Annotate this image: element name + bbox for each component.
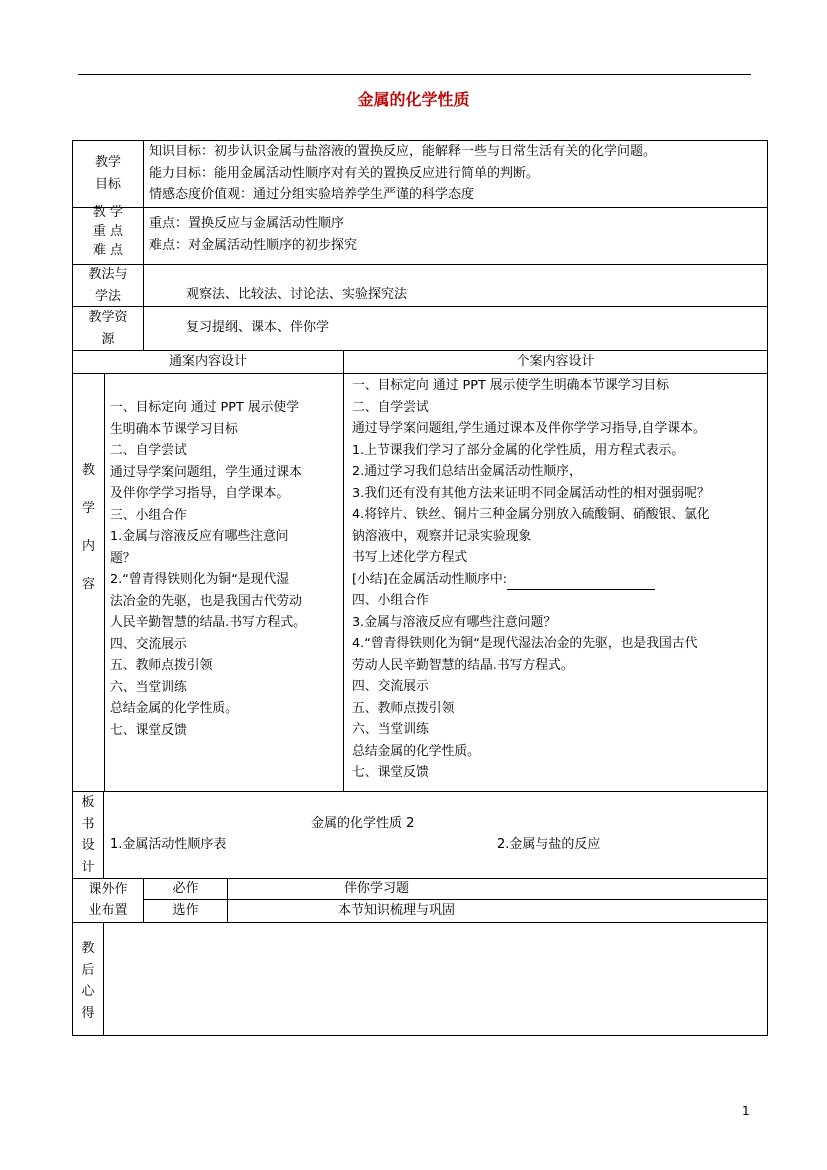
key-points-content [149, 213, 357, 256]
individual-line: 七、课堂反馈 [352, 765, 429, 780]
ability-goal: 能力目标：能用金属活动性顺序对有关的置换反应进行简单的判断。 [149, 165, 540, 181]
individual-line: 4.将锌片、铁丝、铜片三种金属分别放入硫酸铜、硝酸银、氯化 [352, 507, 710, 522]
common-line: 七、课堂反馈 [110, 722, 187, 738]
individual-line: 四、小组合作 [352, 593, 429, 608]
knowledge-goal: 知识目标：初步认识金属与盐溶液的置换反应，能解释一些与日常生活有关的化学问题。 [149, 144, 657, 159]
goals-label: 教学 目标 [94, 155, 121, 192]
methods-label: 教法与 学法 [88, 267, 128, 304]
common-design-content [110, 397, 306, 741]
individual-design-content [352, 375, 710, 784]
individual-line: 3.金属与溶液反应有哪些注意问题？ [352, 614, 557, 630]
common-line: 四、交流展示 [110, 636, 187, 652]
common-design-header: 通案内容设计 [168, 354, 247, 369]
individual-line: 五、教师点拨引领 [352, 700, 455, 716]
common-line: 总结金属的化学性质。 [110, 701, 238, 716]
individual-line: 书写上述化学方程式 [352, 550, 468, 565]
difficult-point: 难点：对金属活动性顺序的初步探究 [149, 237, 358, 253]
individual-line: 2.通过学习我们总结出金属活动性顺序， [352, 464, 582, 479]
board-label: 板 书 设 计 [81, 795, 95, 875]
individual-line: 二、自学尝试 [352, 399, 429, 415]
individual-line: 1.上节课我们学习了部分金属的化学性质，用方程式表示。 [352, 442, 685, 458]
homework-label: 课外作 业布置 [88, 882, 128, 918]
common-line: 2.“曾青得铁则化为铜“是现代湿 [110, 572, 290, 587]
resources-label: 教学资 源 [88, 310, 128, 347]
common-line: 通过导学案问题组，学生通过课本 [110, 464, 302, 480]
header-rule [78, 74, 751, 75]
board-title: 金属的化学性质 2 [311, 816, 415, 831]
individual-design-header: 个案内容设计 [516, 354, 595, 369]
page-number: 1 [742, 1104, 750, 1118]
answer-blank [507, 575, 655, 590]
common-line: 法冶金的先驱，也是我国古代劳动 [110, 593, 302, 609]
common-line: 二、自学尝试 [110, 443, 187, 458]
methods-text: 观察法、比较法、讨论法、实验探究法 [186, 287, 408, 302]
common-line: 三、小组合作 [110, 507, 187, 523]
individual-line: 劳动人民辛勤智慧的结晶.书写方程式。 [352, 657, 574, 673]
key-point: 重点：置换反应与金属活动性顺序 [149, 216, 345, 231]
individual-line: 四、交流展示 [352, 679, 429, 694]
common-line: 一、目标定向 通过 PPT 展示使学 [110, 400, 300, 415]
common-line: 生明确本节课学习目标 [110, 421, 238, 437]
common-line: 人民辛勤智慧的结晶.书写方程式。 [110, 615, 307, 630]
page-title: 金属的化学性质 [357, 90, 470, 109]
key-points-label: 教 学 重 点 难 点 [92, 205, 124, 258]
individual-line: 总结金属的化学性质。 [352, 743, 480, 759]
optional-value: 本节知识梳理与巩固 [338, 903, 456, 918]
resources-text: 复习提纲、课本、伴你学 [186, 320, 330, 335]
individual-line: 3.我们还有没有其他方法来证明不同金属活动性的相对强弱呢？ [352, 485, 710, 501]
optional-label: 选作 [172, 903, 199, 918]
common-line: 及伴你学学习指导，自学课本。 [110, 486, 290, 501]
individual-line: 一、目标定向 通过 PPT 展示使学生明确本节课学习目标 [352, 378, 669, 393]
individual-line: 通过导学案问题组,学生通过课本及伴你学学习指导,自学课本。 [352, 421, 706, 436]
reflection-label: 教 后 心 得 [81, 941, 95, 1021]
common-line: 六、当堂训练 [110, 679, 187, 695]
individual-line: 4.“曾青得铁则化为铜“是现代湿法冶金的先驱，也是我国古代 [352, 636, 698, 651]
goals-content [149, 141, 656, 206]
emotion-goal: 情感态度价值观：通过分组实验培养学生严谨的科学态度 [149, 187, 475, 202]
required-value: 伴你学习题 [344, 881, 410, 896]
board-right-item: 2.金属与盐的反应 [497, 837, 601, 852]
content-label: 教 学 内 容 [81, 463, 95, 592]
common-line: 题？ [110, 550, 136, 566]
individual-line: 六、当堂训练 [352, 722, 429, 737]
common-line: 五、教师点拨引领 [110, 658, 213, 673]
board-left-item: 1.金属活动性顺序表 [110, 837, 227, 852]
individual-line: 钠溶液中，观察并记录实验现象 [352, 528, 532, 544]
required-label: 必作 [172, 881, 199, 896]
common-line: 1.金属与溶液反应有哪些注意问 [110, 529, 289, 544]
summary-fill-line: [小结]在金属活动性顺序中: [352, 569, 710, 591]
